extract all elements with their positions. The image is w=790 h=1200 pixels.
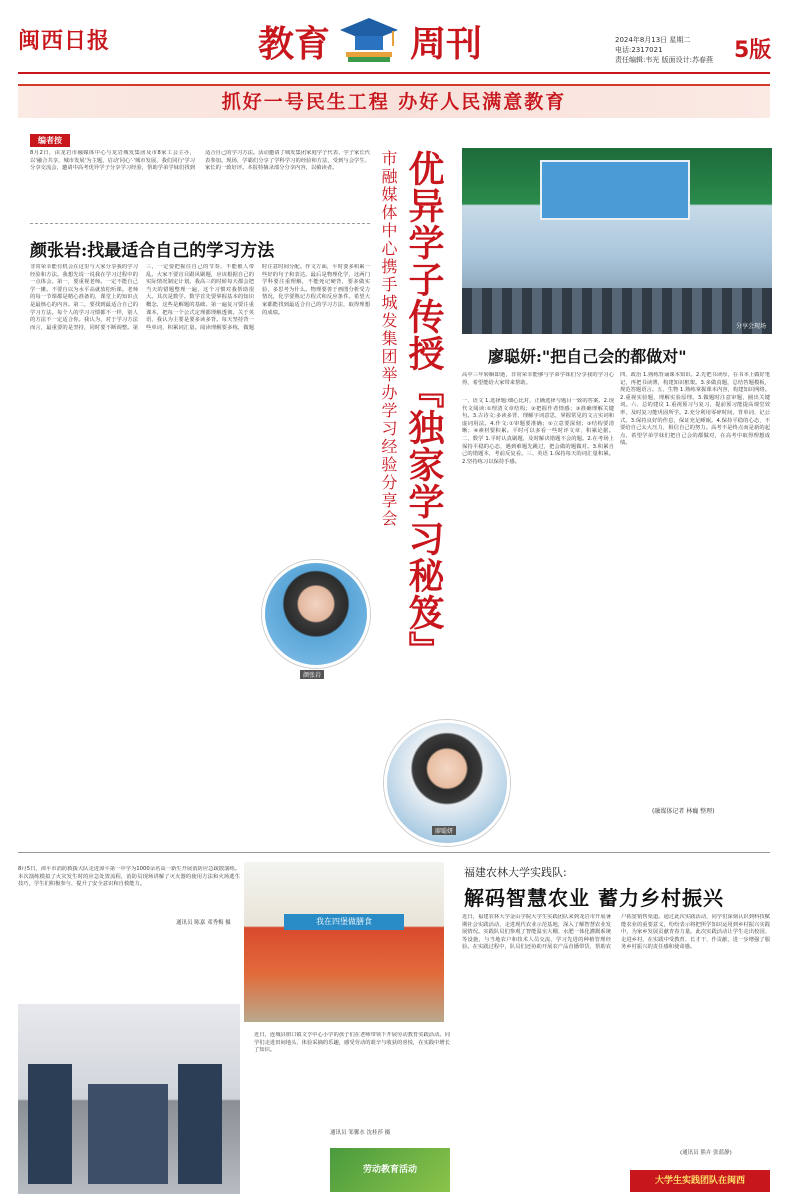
right-article-title: 廖聪妍:"把自己会的都做对" bbox=[488, 347, 687, 366]
labor-education-photo bbox=[244, 862, 444, 1022]
right-article-byline: (融媒体记者 林巍 整理) bbox=[652, 808, 715, 815]
firefighter-figure-2 bbox=[178, 1064, 222, 1184]
header-rule bbox=[18, 72, 770, 74]
editor-note-text: 8月2日，由龙岩市融媒体中心与龙岩城发集团及市8家工会主办，以'融合共享，城市发展'为主题，启动'同心'·'城市发展、我们同行'学习分享交流会，邀请中高考优异学子分享学习经验，帮助学弟学妹们找到适合自己的学习方法。活动邀请了城发集团家庭学子代表、学子家长代表参加。现场，学霸们分享了学科学习的经验和方法，受到与会学生、家长的一致好评。本报特摘录部分分享内容，以飨读者。 bbox=[30, 150, 370, 224]
photo-sign: 我在四堡做膳食 bbox=[284, 914, 404, 930]
event-screen bbox=[540, 160, 690, 220]
firefighter-figure bbox=[28, 1064, 72, 1184]
practice-tag: 大学生实践团队在闽西 bbox=[630, 1170, 770, 1192]
section-title-left: 教育 bbox=[258, 23, 331, 65]
fire-drill-text: 8月5日，漳平市消防救援大队走进漳平第一中学为1000余名高一新生开展消防应急疏散演练。本次演练模拟了火灾发生时的应急处置流程，消防员现场讲解了灭火器的使用方法和火场逃生技巧，学生们积极参与，提升了安全意识和自救能力。 bbox=[18, 866, 240, 888]
event-photo bbox=[462, 148, 772, 334]
issue-date: 2024年8月13日 星期二 bbox=[615, 36, 691, 44]
practice-credit: (通讯员 熊卉 张蓝静) bbox=[680, 1150, 732, 1156]
labor-education-credit: 通讯员 邹馨水 沈桂莎 摄 bbox=[330, 1130, 391, 1136]
portrait-name-yan: 颜张岩 bbox=[300, 670, 324, 679]
event-photo-caption: 分享会现场 bbox=[735, 323, 766, 330]
practice-title: 解码智慧农业 蓄力乡村振兴 bbox=[464, 886, 724, 910]
vertical-subhead: 市融媒体中心携手城发集团举办学习经验分享会 bbox=[379, 150, 398, 528]
fire-drill-photo bbox=[18, 1004, 240, 1194]
slogan-text: 抓好一号民生工程 办好人民满意教育 bbox=[221, 91, 567, 113]
fire-drill-credit: 通讯员 陈嘉 邓秀梅 摄 bbox=[176, 920, 231, 926]
section-divider bbox=[18, 852, 770, 853]
labor-education-thumbnail: 劳动教育活动 bbox=[330, 1148, 450, 1192]
vertical-headline: 优异学子传授『独家学习秘笈』 bbox=[403, 150, 445, 668]
editors: 责任编辑:韦光 版面设计:苏春燕 bbox=[615, 56, 713, 64]
portrait-photo-yan bbox=[262, 560, 370, 668]
audience bbox=[462, 288, 772, 334]
newspaper-masthead: 闽西日报 bbox=[18, 28, 111, 54]
graduation-cap-icon bbox=[338, 14, 400, 64]
right-article-col2: 四、政治 1.熟练背诵课本知识。2.先把书读厚，在书本上做好笔记，再把书读薄，构建知识框架。3.多做真题，总结答题模板，规范答题语言。五、生物 1.熟练掌握课本内容，构建知识网络。2.重视实验题，理解实验原理。3.做题时注意审题，圈出关键词。六、总的建议 1.重视预习与复习，提前预习能提高课堂效率，及时复习能巩固所学。2.充分利用零碎时间，背单词、记公式。3.保持良好的作息，保证充足睡眠。4.保持平稳的心态，不要给自己太大压力，相信自己的努力。高考不是终点而是新的起点，希望学弟学妹们把自己会的都做对，在高考中取得理想成绩。 bbox=[620, 372, 770, 447]
section-title-right: 周刊 bbox=[410, 23, 483, 65]
right-article-col1: 一、语文 1.选择题:细心比对，正确选择与题目一致的答案。2.现代文阅读:①理清文章结构；②把握作者情感；③准确理解关键句。3.古诗文:多读多背，理解字词意思，掌握常见的文言实词和虚词用法。4.作文:①审题要准确；②立意要深刻；③结构要清晰；④素材要积累。平时可以多看一些时评文章，积累论据。二、数学 1.平时认真刷题，及时解决错题不会的题。2.在考场上保持平稳的心态，遇到难题先跳过，把会做的题做对。3.积累自己的错题本，考前反复看。三、英语 1.保持每天的词汇量积累。2.坚持练习以保持手感。 bbox=[462, 398, 614, 465]
left-article-body: 非常荣幸能有机会在这里与大家分享我的学习经验和方法。我想先说一说我在学习过程中的一点体会。第一，要重视老师。一定不能自己学一摊。不要自以为水平高就放松听课。老师的每一节课都是精心准备的，课堂上的知识点是最核心的内容。第二，要找到最适合自己的学习方法。每个人的学习习惯都不一样，别人的方法不一定适合你。我认为，对于学习方法而言，最重要的是坚持，同时要不断调整。第三，一定要把握住自己的节奏，不能被人带乱。大家不要盲目跟风刷题，应该根据自己的实际情况制定计划。我高三的时候每天都会把当天的错题整理一遍，这个习惯对我帮助很大。其次是数学。数学首先要掌握基本的知识概念，这些是解题的基础。第一遍复习要注重课本，把每一个公式定理都理解透彻。关于英语，我认为主要是要多读多背。每天坚持背一些单词，积累词汇量。阅读理解要多练，做题时注意时间分配。作文方面，平时要多积累一些好的句子和表达。最后是物理化学，这两门学科要注重理解，不能死记硬背，要多做实验，多思考为什么。物理要善于画图分析受力情况，化学要熟记方程式和反应条件。希望大家都能找到最适合自己的学习方法，取得理想的成绩。 bbox=[30, 264, 370, 331]
labor-education-text: 近日，连城县朋口镇文亨中心小学的孩子们在老师带领下开展劳动教育实践活动。同学们走进田间地头，体验采摘的乐趣，感受劳动的艰辛与收获的喜悦，在实践中增长了知识。 bbox=[254, 1032, 450, 1054]
practice-body: 近日，福建农林大学金山学院大学生实践团队来到龙岩市开展暑期社会实践活动，走进现代农业示范基地，深入了解智慧农业发展情况。实践队员们参观了智能温室大棚、水肥一体化灌溉系统等设施，与当地农户和技术人员交流，学习先进的种植管理经验。在实践过程中，队员们还协助开展农产品直播带货，帮助农户拓宽销售渠道。通过此次实践活动，同学们深刻认识到科技赋能农业的重要意义，纷纷表示将把所学知识运用到乡村振兴实践中，为家乡发展贡献青春力量。此次实践活动让学生走出校园、走进乡村，在实践中受教育、长才干、作贡献，进一步增强了服务乡村振兴的责任感和使命感。 bbox=[462, 914, 770, 951]
practice-kicker: 福建农林大学实践队: bbox=[464, 866, 567, 879]
slogan-banner bbox=[18, 84, 770, 118]
students-figure bbox=[88, 1084, 168, 1184]
portrait-name-liao: 廖聪妍 bbox=[432, 826, 456, 835]
page-number: 5版 bbox=[734, 38, 772, 63]
phone: 电话:2317021 bbox=[615, 46, 663, 54]
right-article-intro: 高中三年转瞬即逝，非常荣幸能够与学弟学妹们分享我的学习心得，希望能给大家带来帮助。 bbox=[462, 372, 614, 386]
left-article-title: 颜张岩:找最适合自己的学习方法 bbox=[30, 241, 275, 261]
editor-note-label: 编者按 bbox=[30, 134, 70, 147]
